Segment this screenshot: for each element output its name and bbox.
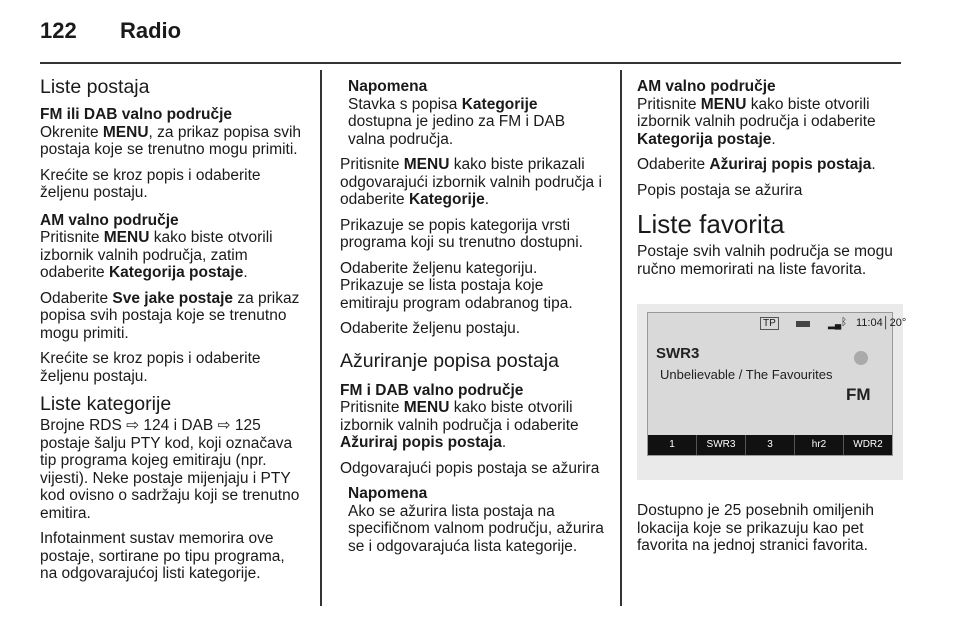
category-paragraph-1: Brojne RDS ⇨ 124 i DAB ⇨ 125 postaje šalju PTY kod, koji označava tip programa kojeg emitiraju (npr. vijesti). Neke postaje mijenjaju i PTY kod ovisno o sadržaju koji se trenutno emitira. <box>40 417 300 522</box>
am-update-subheading: AM valno područje <box>637 78 776 95</box>
am-paragraph-2: Odaberite Sve jake postaje za prikaz popisa svih postaja koje se trenutno mogu primiti. <box>40 289 300 342</box>
category-lists-heading: Liste kategorije <box>40 393 172 415</box>
note-title: Napomena <box>348 78 428 95</box>
column-divider-2 <box>620 70 622 606</box>
am-subheading: AM valno područje <box>40 211 179 229</box>
categories-paragraph-3: Odaberite željenu kategoriju. Prikazuje se lista postaja koje emitiraju program odabranog tipa. <box>340 259 573 312</box>
clock-readout: 11:04│20° <box>856 317 907 329</box>
band-label: FM <box>846 385 871 404</box>
column-1 <box>40 76 302 591</box>
radio-screen-image <box>637 304 907 480</box>
favourites-heading: Liste favorita <box>637 209 785 239</box>
column-2 <box>340 78 604 563</box>
categories-paragraph-2: Prikazuje se popis kategorija vrsti programa koji su trenutno dostupni. <box>340 216 583 251</box>
radio-display <box>647 312 907 456</box>
update-paragraph-1: Pritisnite MENU kako biste otvorili izbornik valnih područja i odaberite Ažuriraj popis postaja. <box>340 399 579 451</box>
header-rule <box>40 62 901 64</box>
am-update-paragraph-2: Odaberite Ažuriraj popis postaja. <box>637 156 876 173</box>
preset-button: hr2 <box>795 435 844 455</box>
category-paragraph-2: Infotainment sustav memorira ove postaje, sortirane po tipu programa, na odgovarajućoj listi kategorije. <box>40 530 285 582</box>
favourites-paragraph-1: Postaje svih valnih područja se mogu ručno memorirati na liste favorita. <box>637 243 893 278</box>
preset-button: 1 <box>648 435 697 455</box>
page-number: 122 <box>40 18 77 43</box>
preset-button: WDR2 <box>853 439 883 450</box>
fm-dab-paragraph-2: Krećite se kroz popis i odaberite željenu postaju. <box>40 166 261 201</box>
dial-icon <box>854 351 868 365</box>
status-bar <box>648 313 907 335</box>
station-lists-heading: Liste postaja <box>40 76 150 98</box>
column-divider-1 <box>320 70 322 606</box>
fm-dab-subheading: FM ili DAB valno područje <box>40 106 233 123</box>
note-box-1 <box>340 78 604 148</box>
note-box-2 <box>340 485 604 555</box>
update-lists-heading: Ažuriranje popisa postaja <box>340 349 559 372</box>
section-title: Radio <box>120 18 182 43</box>
am-paragraph-3: Krećite se kroz popis i odaberite željenu postaju. <box>40 350 261 385</box>
bluetooth-icon: ᛒ <box>841 317 847 328</box>
station-name: SWR3 <box>656 345 700 362</box>
preset-button: 3 <box>746 435 795 455</box>
preset-bar <box>648 435 892 455</box>
note-body: Stavka s popisa Kategorije dostupna je jedino za FM i DAB valna područja. <box>348 95 566 148</box>
column-3 <box>637 78 907 563</box>
am-paragraph-1: Pritisnite MENU kako biste otvorili izbornik valnih područja, zatim odaberite Kategorija postaje. <box>40 229 273 281</box>
categories-paragraph-1: Pritisnite MENU kako biste prikazali odgovarajući izbornik valnih područja i odaberite Kategorije. <box>340 156 602 208</box>
battery-icon <box>796 321 810 327</box>
update-fm-dab-subheading: FM i DAB valno područje <box>340 381 524 399</box>
favourites-paragraph-2: Dostupno je 25 posebnih omiljenih lokacija koje se prikazuju kao pet favorita na jednoj stranici favorita. <box>637 502 874 554</box>
am-update-paragraph-1: Pritisnite MENU kako biste otvorili izbornik valnih područja i odaberite Kategorija postaje. <box>637 95 876 148</box>
note-title-2: Napomena <box>348 485 428 502</box>
update-paragraph-2: Odgovarajući popis postaja se ažurira <box>340 459 600 477</box>
categories-paragraph-4: Odaberite željenu postaju. <box>340 320 521 337</box>
note-body-2: Ako se ažurira lista postaja na specifičnom valnom području, ažurira se i odgovarajuća lista kategorije. <box>348 502 604 555</box>
fm-dab-paragraph-1: Okrenite MENU, za prikaz popisa svih postaja koje se trenutno mogu primiti. <box>40 123 302 158</box>
song-info: Unbelievable / The Favourites <box>660 367 833 382</box>
preset-button: SWR3 <box>697 435 746 455</box>
signal-icon: ▂▄ <box>828 319 842 329</box>
am-update-paragraph-3: Popis postaja se ažurira <box>637 181 803 199</box>
tp-indicator: TP <box>760 317 779 330</box>
